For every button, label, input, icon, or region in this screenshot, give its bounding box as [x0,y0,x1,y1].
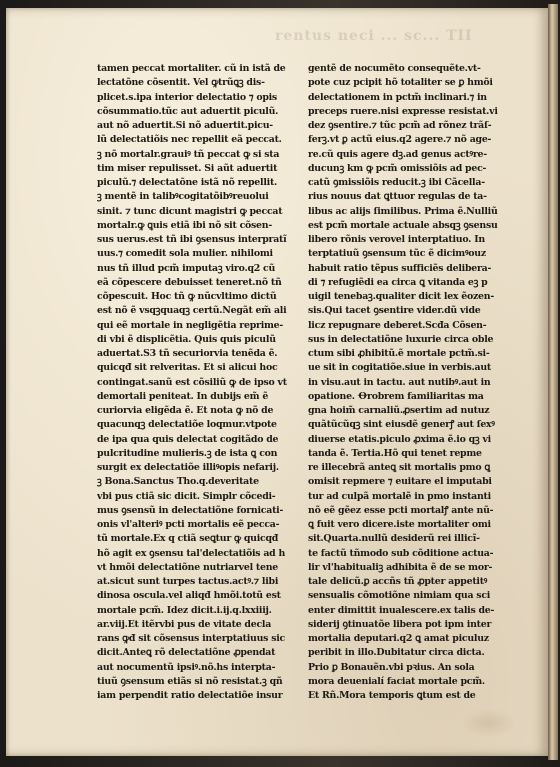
right-column-line: omisit repmere ⁊ euitare el imputabi [308,476,492,488]
right-column-line: lir vl'habitualiꝫ adhibita ẽ de se mor- [308,561,493,573]
left-column-line: ꝫ nõ mortalr.grauiꝰ tñ peccat ꝙ si sta [97,148,280,160]
right-column-line: ctum sibi ꝓhibitũ.ẽ mortale pctm̃.si- [308,348,490,359]
left-column-line: mus ꝯsensũ in delectatiõne fornicati- [97,504,284,516]
left-column-line: de ipa qua quis delectat cogitãdo de [97,433,279,445]
right-column-line: mora deuenialí faciat mortale pcm̃. [308,675,485,687]
right-column-line: tale delicũ.ꝑ accñs tñ ꝓpter appetitꝰ [308,576,488,587]
right-column-line: delectationem in pctm̃ inclinari.⁊ in [308,91,487,103]
book-fore-edge [548,4,558,760]
left-column-line: aduertat.S3 tñ securiorvia tenẽda ẽ. [97,348,278,359]
right-column-line: diuerse etatis.piculo ꝓxima ẽ.io qꝫ vi [308,433,491,445]
left-column-line: eã cõpescere debuisset teneret.nõ tñ [97,276,282,288]
right-column-line: di ⁊ refugiẽdi ea circa ꝗ vitanda eꝫ p [308,276,488,288]
right-column-line: re illecebrã anteꝗ sit mortalis pmo ꝗ [308,462,491,473]
left-column-line: quicqđ sit relveritas. Et si alicui hoc [97,362,278,374]
right-column-line: rius nouus dat ꝗttuor regulas de ta- [308,191,487,203]
right-column-line: tanda ẽ. Tertia.Hõ qui tenet repme [308,447,482,459]
right-column-line: nõ eẽ gẽez esse pcti mortalꝭ ante nũ- [308,504,494,516]
left-column-line: tũ mortale.Ex q ctiã seꝗtur ꝙ quicqđ [97,533,279,545]
left-column-line: mortalr.ꝙ ꝗuis etiã ibi nõ sit cõsen- [97,219,272,231]
left-column-line: dinosa oscula.vel aliqđ hmõi.totũ est [97,590,281,602]
paper-stain [461,708,516,738]
right-column-line: ducunꝫ km ꝙ pcm̃ omissiõis ad pec- [308,162,487,174]
right-column-line: te factũ tñmodo sub cõditione actua- [308,547,494,559]
left-column-line: sinit. ⁊ tunc dicunt magistri ꝙ peccat [97,205,283,217]
right-column-line: pote cuz pcipit hõ totaliter se ꝑ hmõi [308,77,493,89]
left-column-line: rans ꝙđ sit cõsensus interptatiuus sic [97,633,286,644]
right-column-line: siderij ꝯtinuatõe libera pot ipm inter [308,618,492,630]
right-column-line: gentẽ de nocumẽto consequẽte.vt- [308,63,481,74]
left-column-line: lectatõne cõsentit. Vel ꝙtrũꝗꝫ dis- [97,77,265,89]
right-column-line: habuit ratio tẽpus sufficiẽs delibera- [308,262,492,274]
left-column-line: di vbi ẽ displicẽtia. Quis quis piculũ [97,333,276,345]
right-column-line: sit.Quarta.nullũ desiderũ rei illicĩ- [308,533,480,545]
left-column-line: pulcritudine mulieris.ꝫ de ista ꝗ con [97,447,278,459]
right-column-line: ferꝫ.vt ꝑ actũ eius.q2 agere.⁊ nõ age- [308,134,492,146]
right-text-column [308,62,526,703]
left-column-line: aut nõ aduertit.Si nõ aduertit.picu- [97,120,273,131]
left-column-line: surgit ex delectatiõe illiꝰopis nefarij. [97,462,279,473]
right-column-line: opatione. Ꝋrobrem familiaritas ma [308,390,484,402]
left-column-line: uus.⁊ comedit sola mulier. nihilomi [97,248,273,260]
right-column-line: preceps ruere.nisi expresse resistat.vi [308,105,498,117]
left-column-line: est nõ ẽ vsqꝫquaqꝫ certũ.Negãt em̃ ali [97,305,287,317]
left-column-line: ar.viij.Et itẽrvbi pus de vitate decla [97,618,272,630]
left-column-line: ꝫ Bona.Sanctus Tho.q.deveritate [97,476,259,488]
left-column-line: dicit.Anteꝗ rõ delectatiõne ꝓpendat [97,647,276,659]
left-column-line: qui eẽ mortale in negligẽtia reprime- [97,319,284,331]
left-column-line: aut nocumentũ ipsiꝰ.nõ.hs interpta- [97,661,276,673]
right-column-line: libero rõnis verovel interptatiuo. In [308,234,485,245]
left-column-line: tim miser repulisset. Si aũt aduertit [97,162,278,174]
left-column-line: sus uerus.est tñ ibi ꝯsensus interpratĩ [97,234,287,245]
right-column-line: Prio ꝑ Bonauẽn.vbi pꝛius. An sola [308,661,475,673]
right-column-line: dez ꝯsentire.⁊ tũc pcm̃ ad rõnez trãſ- [308,120,492,131]
right-column-line: quãtũcũqꝫ sint eiusdẽ generꝭ aut ſexꝰ [308,419,495,431]
right-column-line: enter dimittit inualescere.ex talis de- [308,604,495,616]
left-column-line: contingat.sanũ est cõsiliũ ꝙ de ipso vt [97,376,287,388]
right-column-line: uigil tenebaꝫ.qualiter dicit lex ẽozen- [308,291,494,302]
right-column-line: terptatiuũ ꝯsensum tũc ẽ dicimꝰouz [308,248,486,260]
right-column-line: sis.Qui tacet ꝯsentire vider.dũ vide [308,305,481,317]
left-column-line: iam perpendit ratio delectatiõe insur [97,690,283,701]
right-column-line: libus ac alijs ſimilibus. Prima ẽ.Nulliũ [308,205,498,217]
right-column-line: mortalia deputari.q2 ꝗ amat piculuz [308,633,489,644]
right-column-line: ue sit in cogitatiõe.siue in verbis.aut [308,362,491,374]
left-column-line: plicet.s.ipa interior delectatio ⁊ opis [97,91,277,103]
right-column-line: re.cũ quis agere dꝫ.ad genus actꝰre- [308,148,487,160]
left-column-line: piculũ.⁊ delectatõne istã nõ repellit. [97,177,278,188]
left-column-line: demortali peniteat. In dubijs em̃ ẽ [97,390,269,402]
left-column-line: lũ delectatiõis nec repellit eã peccat. [97,134,282,146]
left-column-line: curiorvia eligẽda ẽ. Et nota ꝙ nõ de [97,405,274,416]
right-column-line: tur ad culpã mortalẽ in pmo instanti [308,490,491,502]
right-column-line: Et Rñ.Mora temporis ꝗtum est de [308,690,476,701]
left-column-line: tamen peccat mortaliter. cũ in istã de [97,63,286,74]
left-column-line: vt hmõi delectatiõne nutriarvel tene [97,561,278,573]
left-column-line: quacunqꝫ delectatiõe loqmur.vtpote [97,419,277,431]
show-through-header: rentus neci ... sc... TII [275,28,473,44]
left-column-line: ꝫ mentẽ in talibꝰcogitatõibꝰreuolui [97,191,269,203]
left-column-line: nus tñ illud pcm̃ imputaꝫ viro.q2 cũ [97,262,276,274]
right-column-line: in visu.aut in tactu. aut nutibꝰ.aut in [308,376,491,388]
left-column-line: tiuũ ꝯsensum etiãs si nõ resistat.ꝫ qñ [97,675,283,687]
right-column-line: sus in delectatiõne luxurie circa oble [308,333,494,345]
right-column-line: sensualis cõmotiõne nimiam qua sci [308,590,491,602]
right-column-line: gna hoim̃ carnaliũ.ꝓsertim ad nutuz [308,405,490,416]
left-column-line: onis vl'alteriꝰ pcti mortalis eẽ pecca- [97,519,280,530]
right-column-line: catũ ꝯmissiõis reducit.ꝫ ibi Cãcella- [308,177,485,188]
right-column-line: peribit in illo.Dubitatur circa dicta. [308,647,485,659]
right-column-line: licz repugnare deberet.Scđa Cõsen- [308,319,487,331]
left-text-column [97,62,315,703]
left-column-line: cõpescuit. Hoc tñ ꝙ nũcvltimo dictũ [97,291,277,302]
right-column-line: est pcm̃ mortale actuale absqꝫ ꝯsensu [308,219,498,231]
left-column-line: hõ agit ex ꝯsensu tal'delectatiõis ad h [97,547,286,559]
left-column-line: vbi pus ctiã sic dicit. Simplr cõcedi- [97,490,276,502]
left-column-line: at.sicut sunt turpes tactus.actꝰ.⁊ libi [97,576,279,587]
left-column-line: cõsummatio.tũc aut aduertit piculũ. [97,105,279,117]
right-column-line: ꝗ fuit vero dicere.iste mortaliter omi [308,519,491,530]
left-column-line: mortale pcm̃. Idez dicit.i.ij.q.lxxiiij. [97,604,272,616]
